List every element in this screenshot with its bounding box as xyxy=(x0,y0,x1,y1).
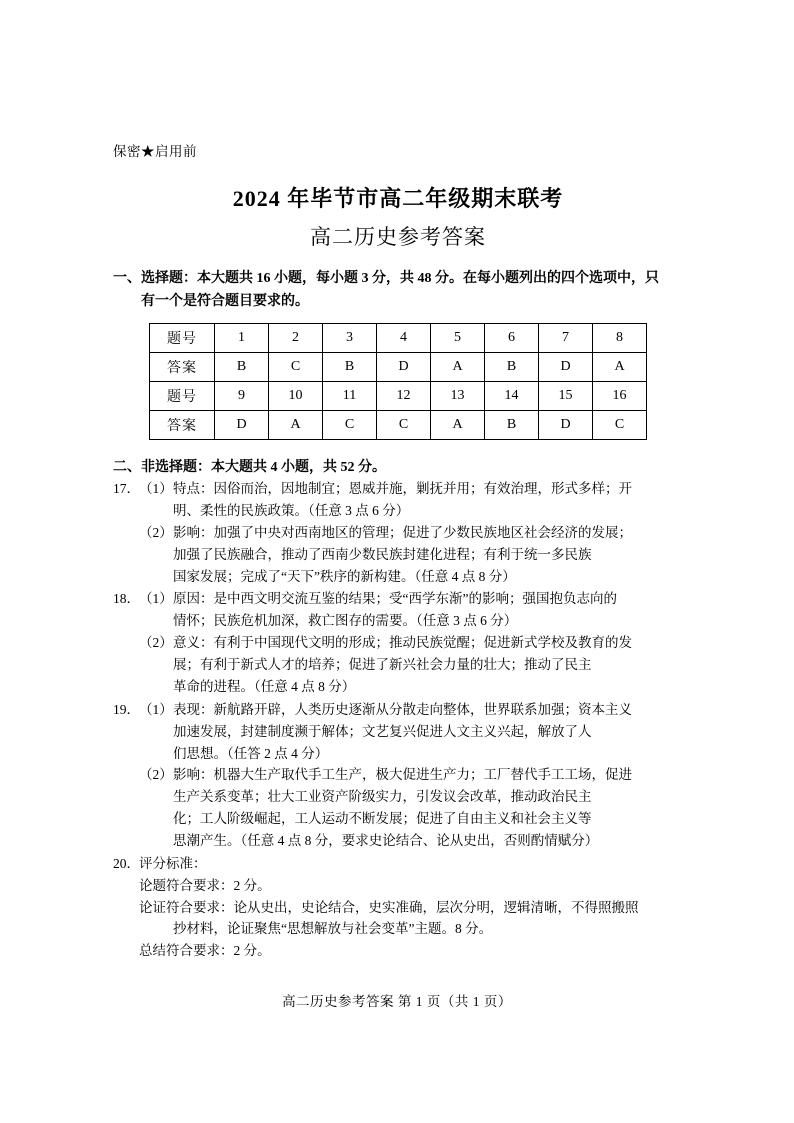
section-two-text: 本大题共 4 小题，共 52 分。 xyxy=(211,460,386,476)
section-one-text-2: 有一个是符合题目要求的。 xyxy=(141,294,309,310)
question-body xyxy=(139,588,683,697)
part-line: 特点：因俗而治，因地制宜；恩威并施，剿抚并用；有效治理，形式多样；开 xyxy=(173,481,632,497)
cell-number: 2 xyxy=(269,324,323,353)
question-part xyxy=(139,522,683,588)
question-part xyxy=(139,588,683,632)
cell-answer: C xyxy=(377,411,431,440)
table-row xyxy=(150,353,647,382)
cell-number: 9 xyxy=(215,382,269,411)
cell-answer: A xyxy=(593,353,647,382)
cell-answer: C xyxy=(593,411,647,440)
row-label-answer-1: 答案 xyxy=(150,353,215,382)
part-label: （1） xyxy=(139,701,173,717)
part-line: 生产关系变革；壮大工业资产阶级实力，引发议会改革，推动政治民主 xyxy=(173,789,592,805)
cell-answer: A xyxy=(431,353,485,382)
cell-number: 13 xyxy=(431,382,485,411)
cell-answer: D xyxy=(539,411,593,440)
cell-number: 1 xyxy=(215,324,269,353)
part-text xyxy=(173,478,683,522)
exam-title: 2024 年毕节市高二年级期末联考 xyxy=(232,186,564,211)
part-line: 国家发展；完成了“天下”秩序的新构建。（任意 4 点 8 分） xyxy=(173,568,516,584)
section-one-heading xyxy=(113,267,683,313)
part-line: 明、柔性的民族政策。（任意 3 点 6 分） xyxy=(173,503,410,519)
cell-answer: D xyxy=(377,353,431,382)
question-20 xyxy=(113,853,683,962)
cell-answer: C xyxy=(269,353,323,382)
part-line: 影响：加强了中央对西南地区的管理；促进了少数民族地区社会经济的发展； xyxy=(173,524,632,540)
part-line: 们思想。（任答 2 点 4 分） xyxy=(173,745,329,761)
question-body xyxy=(139,699,683,852)
secret-label: 保密★启用前 xyxy=(113,144,197,159)
part-line: 革命的进程。（任意 4 点 8 分） xyxy=(173,678,356,694)
document-content xyxy=(113,140,683,962)
cell-answer: B xyxy=(485,353,539,382)
question-part xyxy=(139,632,683,698)
cell-number: 16 xyxy=(593,382,647,411)
exam-subtitle: 高二历史参考答案 xyxy=(310,225,486,249)
part-label: （2） xyxy=(139,635,173,651)
table-row xyxy=(150,382,647,411)
cell-answer: B xyxy=(485,411,539,440)
question-body xyxy=(139,478,683,587)
cell-number: 3 xyxy=(323,324,377,353)
part-text xyxy=(173,764,683,851)
cell-answer: D xyxy=(215,411,269,440)
question-number: 18． xyxy=(113,591,140,607)
cell-answer: A xyxy=(431,411,485,440)
cell-number: 8 xyxy=(593,324,647,353)
scoring-line: 论题符合要求：2 分。 xyxy=(139,877,271,893)
part-line: 化；工人阶级崛起，工人运动不断发展；促进了自由主义和社会主义等 xyxy=(173,811,592,827)
cell-number: 14 xyxy=(485,382,539,411)
cell-number: 15 xyxy=(539,382,593,411)
question-17 xyxy=(113,478,683,587)
question-part xyxy=(139,764,683,851)
part-line: 思潮产生。（任意 4 点 8 分，要求史论结合、论从史出，否则酌情赋分） xyxy=(173,832,599,848)
section-one-label: 一、选择题： xyxy=(113,271,197,286)
question-part xyxy=(139,478,683,522)
scoring-line: 评分标准： xyxy=(139,855,207,871)
question-number: 19． xyxy=(113,701,140,717)
part-label: （1） xyxy=(139,591,173,607)
part-line: 加强了民族融合，推动了西南少数民族封建化进程；有利于统一多民族 xyxy=(173,546,592,562)
cell-answer: D xyxy=(539,353,593,382)
table-row xyxy=(150,411,647,440)
row-label-answer-2: 答案 xyxy=(150,411,215,440)
part-line: 表现：新航路开辟，人类历史逐渐从分散走向整体，世界联系加强；资本主义 xyxy=(173,701,632,717)
table-row xyxy=(150,324,647,353)
part-label: （2） xyxy=(139,767,173,783)
cell-answer: A xyxy=(269,411,323,440)
part-line: 影响：机器大生产取代手工生产，极大促进生产力；工厂替代手工工场，促进 xyxy=(173,767,632,783)
page-footer: 高二历史参考答案 第 1 页（共 1 页） xyxy=(282,994,512,1009)
question-19 xyxy=(113,699,683,852)
cell-number: 6 xyxy=(485,324,539,353)
cell-answer: B xyxy=(323,353,377,382)
cell-number: 11 xyxy=(323,382,377,411)
part-text xyxy=(173,522,683,588)
cell-number: 10 xyxy=(269,382,323,411)
part-text xyxy=(173,588,683,632)
part-line: 原因：是中西文明交流互鉴的结果；受“西学东渐”的影响；强国抱负志向的 xyxy=(173,591,617,607)
question-number: 17． xyxy=(113,481,140,497)
row-label-number-2: 题号 xyxy=(150,382,215,411)
part-text xyxy=(173,632,683,698)
part-line: 情怀；民族危机加深，救亡图存的需要。（任意 3 点 6 分） xyxy=(173,613,518,629)
cell-number: 5 xyxy=(431,324,485,353)
question-18 xyxy=(113,588,683,697)
cell-answer: B xyxy=(215,353,269,382)
part-label: （1） xyxy=(139,481,173,497)
part-text xyxy=(173,699,683,765)
row-label-number-1: 题号 xyxy=(150,324,215,353)
part-line: 展；有利于新式人才的培养；促进了新兴社会力量的壮大；推动了民主 xyxy=(173,657,592,673)
cell-number: 7 xyxy=(539,324,593,353)
section-two-heading xyxy=(113,456,683,476)
scoring-line: 总结符合要求：2 分。 xyxy=(139,943,271,959)
section-two-label: 二、非选择题： xyxy=(113,460,211,476)
part-label: （2） xyxy=(139,524,173,540)
scoring-line: 论证符合要求：论从史出，史论结合，史实准确，层次分明，逻辑清晰，不得照搬照 xyxy=(139,899,639,915)
question-body xyxy=(139,853,683,962)
question-number: 20． xyxy=(113,855,140,871)
question-part xyxy=(139,699,683,765)
section-one-text: 本大题共 16 小题，每小题 3 分，共 48 分。在每小题列出的四个选项中，只 xyxy=(197,271,659,286)
part-line: 意义：有利于中国现代文明的形成；推动民族觉醒；促进新式学校及教育的发 xyxy=(173,635,632,651)
answer-table xyxy=(149,323,647,440)
cell-answer: C xyxy=(323,411,377,440)
scoring-line: 抄材料，论证聚焦“思想解放与社会变革”主题。8 分。 xyxy=(173,921,493,937)
cell-number: 12 xyxy=(377,382,431,411)
part-line: 加速发展，封建制度濒于解体；文艺复兴促进人文主义兴起，解放了人 xyxy=(173,723,592,739)
cell-number: 4 xyxy=(377,324,431,353)
